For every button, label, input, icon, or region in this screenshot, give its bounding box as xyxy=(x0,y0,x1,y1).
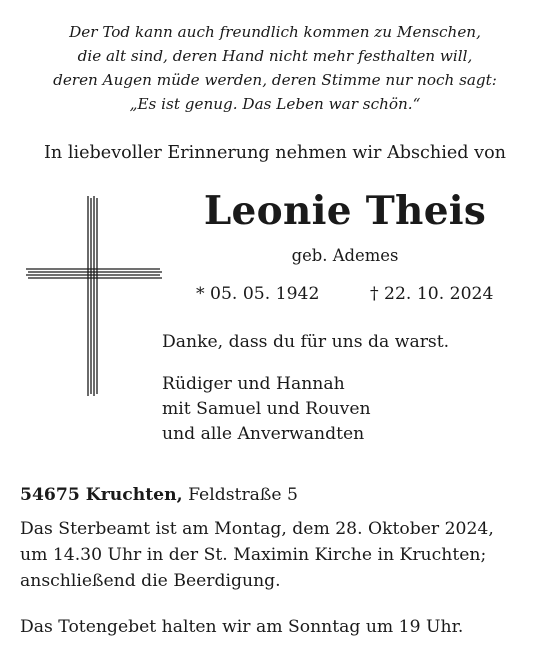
poem-line: Der Tod kann auch freundlich kommen zu Menschen, xyxy=(69,23,481,41)
thanks-text: Danke, dass du für uns da warst. xyxy=(162,332,450,352)
birth-name: geb. Ademes xyxy=(291,246,399,265)
death-date: † 22. 10. 2024 xyxy=(370,284,494,304)
birth-date: * 05. 05. 1942 xyxy=(196,284,320,304)
mourners-list xyxy=(162,372,371,447)
poem-line: „Es ist genug. Das Leben war schön.“ xyxy=(129,95,421,113)
funeral-line: Das Sterbeamt ist am Montag, dem 28. Oktober 2024, xyxy=(20,519,494,539)
prayer-info: Das Totengebet halten wir am Sonntag um 19 Uhr. xyxy=(20,617,464,637)
poem xyxy=(0,20,550,116)
poem-line: deren Augen müde werden, deren Stimme nur noch sagt: xyxy=(53,71,497,89)
mourner-line: Rüdiger und Hannah xyxy=(162,374,345,394)
mourner-line: mit Samuel und Rouven xyxy=(162,399,371,419)
deceased-name: Leonie Theis xyxy=(203,188,487,234)
intro-text: In liebevoller Erinnerung nehmen wir Abschied von xyxy=(43,143,507,163)
address-street: Feldstraße 5 xyxy=(188,485,298,505)
address xyxy=(20,482,298,508)
cross-icon xyxy=(26,196,166,396)
funeral-line: um 14.30 Uhr in der St. Maximin Kirche in Kruchten; xyxy=(20,545,487,565)
address-city: 54675 Kruchten, xyxy=(20,485,183,505)
funeral-details xyxy=(20,516,494,594)
mourner-line: und alle Anverwandten xyxy=(162,424,365,444)
funeral-line: anschließend die Beerdigung. xyxy=(20,571,281,591)
poem-line: die alt sind, deren Hand nicht mehr festhalten will, xyxy=(77,47,473,65)
